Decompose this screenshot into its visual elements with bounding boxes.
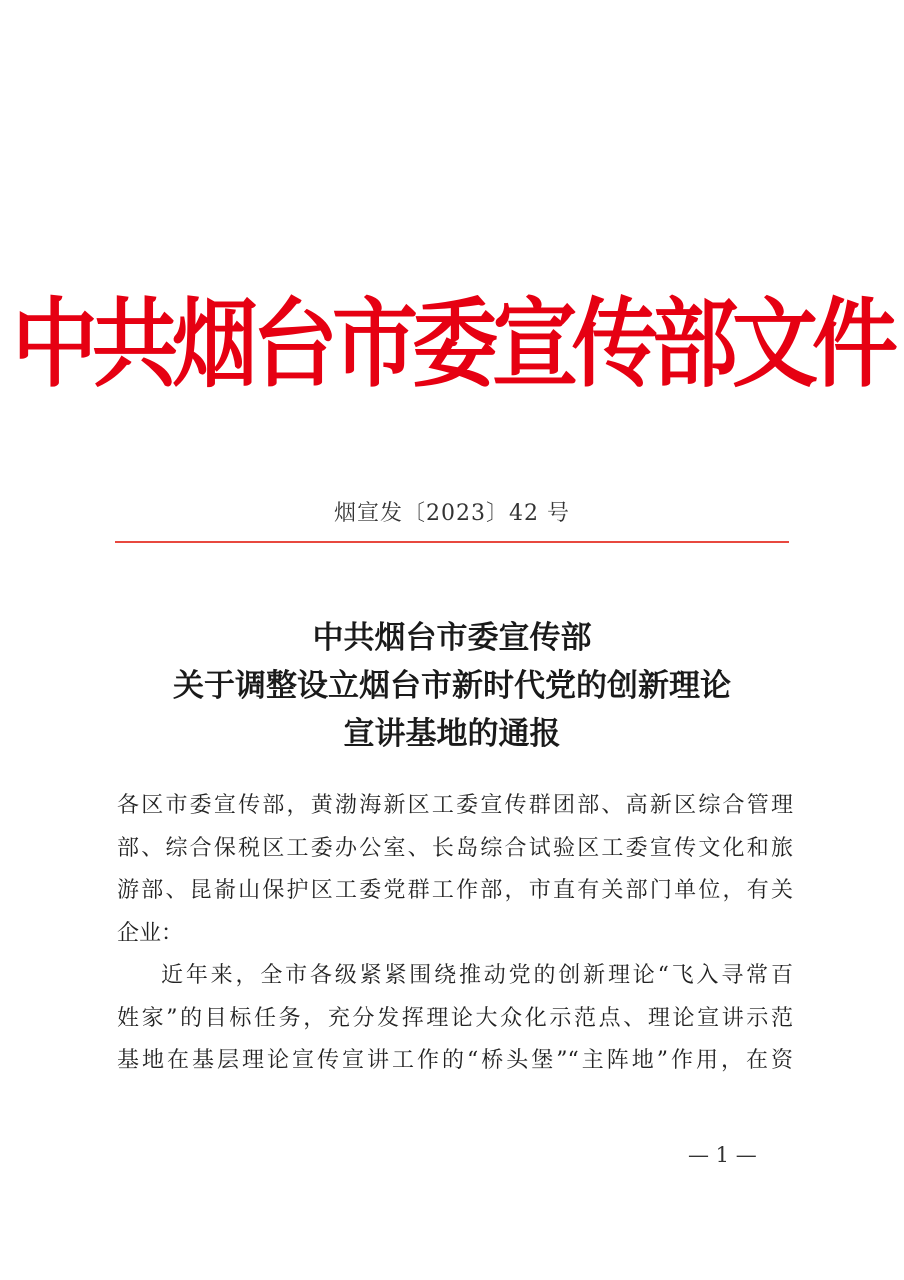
paragraph-line: 基地在基层理论宣传宣讲工作的“桥头堡”“主阵地”作用，在资 (117, 1048, 793, 1073)
document-title (0, 614, 904, 758)
addressee-block (117, 785, 793, 955)
document-body (117, 785, 793, 1083)
title-line: 关于调整设立烟台市新时代党的创新理论 (173, 668, 731, 704)
title-line: 中共烟台市委宣传部 (312, 620, 592, 656)
addressee-line: 部、综合保税区工委办公室、长岛综合试验区工委宣传文化和旅 (117, 835, 793, 861)
addressee-line: 企业： (117, 920, 184, 946)
paragraph-line: 姓家”的目标任务，充分发挥理论大众化示范点、理论宣讲示范 (117, 1005, 793, 1031)
masthead-title: 中共烟台市委宣传部文件 (12, 289, 892, 401)
title-line: 宣讲基地的通报 (343, 716, 561, 752)
red-divider-line (115, 541, 789, 543)
paragraph-line: 近年来，全市各级紧紧围绕推动党的创新理论“飞入寻常百 (161, 963, 793, 988)
addressee-line: 游部、昆嵛山保护区工委党群工作部，市直有关部门单位，有关 (117, 878, 793, 903)
document-number: 烟宣发〔2023〕42 号 (334, 501, 570, 526)
page-number: — 1 — (688, 1143, 757, 1167)
addressee-line: 各区市委宣传部，黄渤海新区工委宣传群团部、高新区综合管理 (117, 793, 793, 818)
paragraph (117, 955, 793, 1083)
